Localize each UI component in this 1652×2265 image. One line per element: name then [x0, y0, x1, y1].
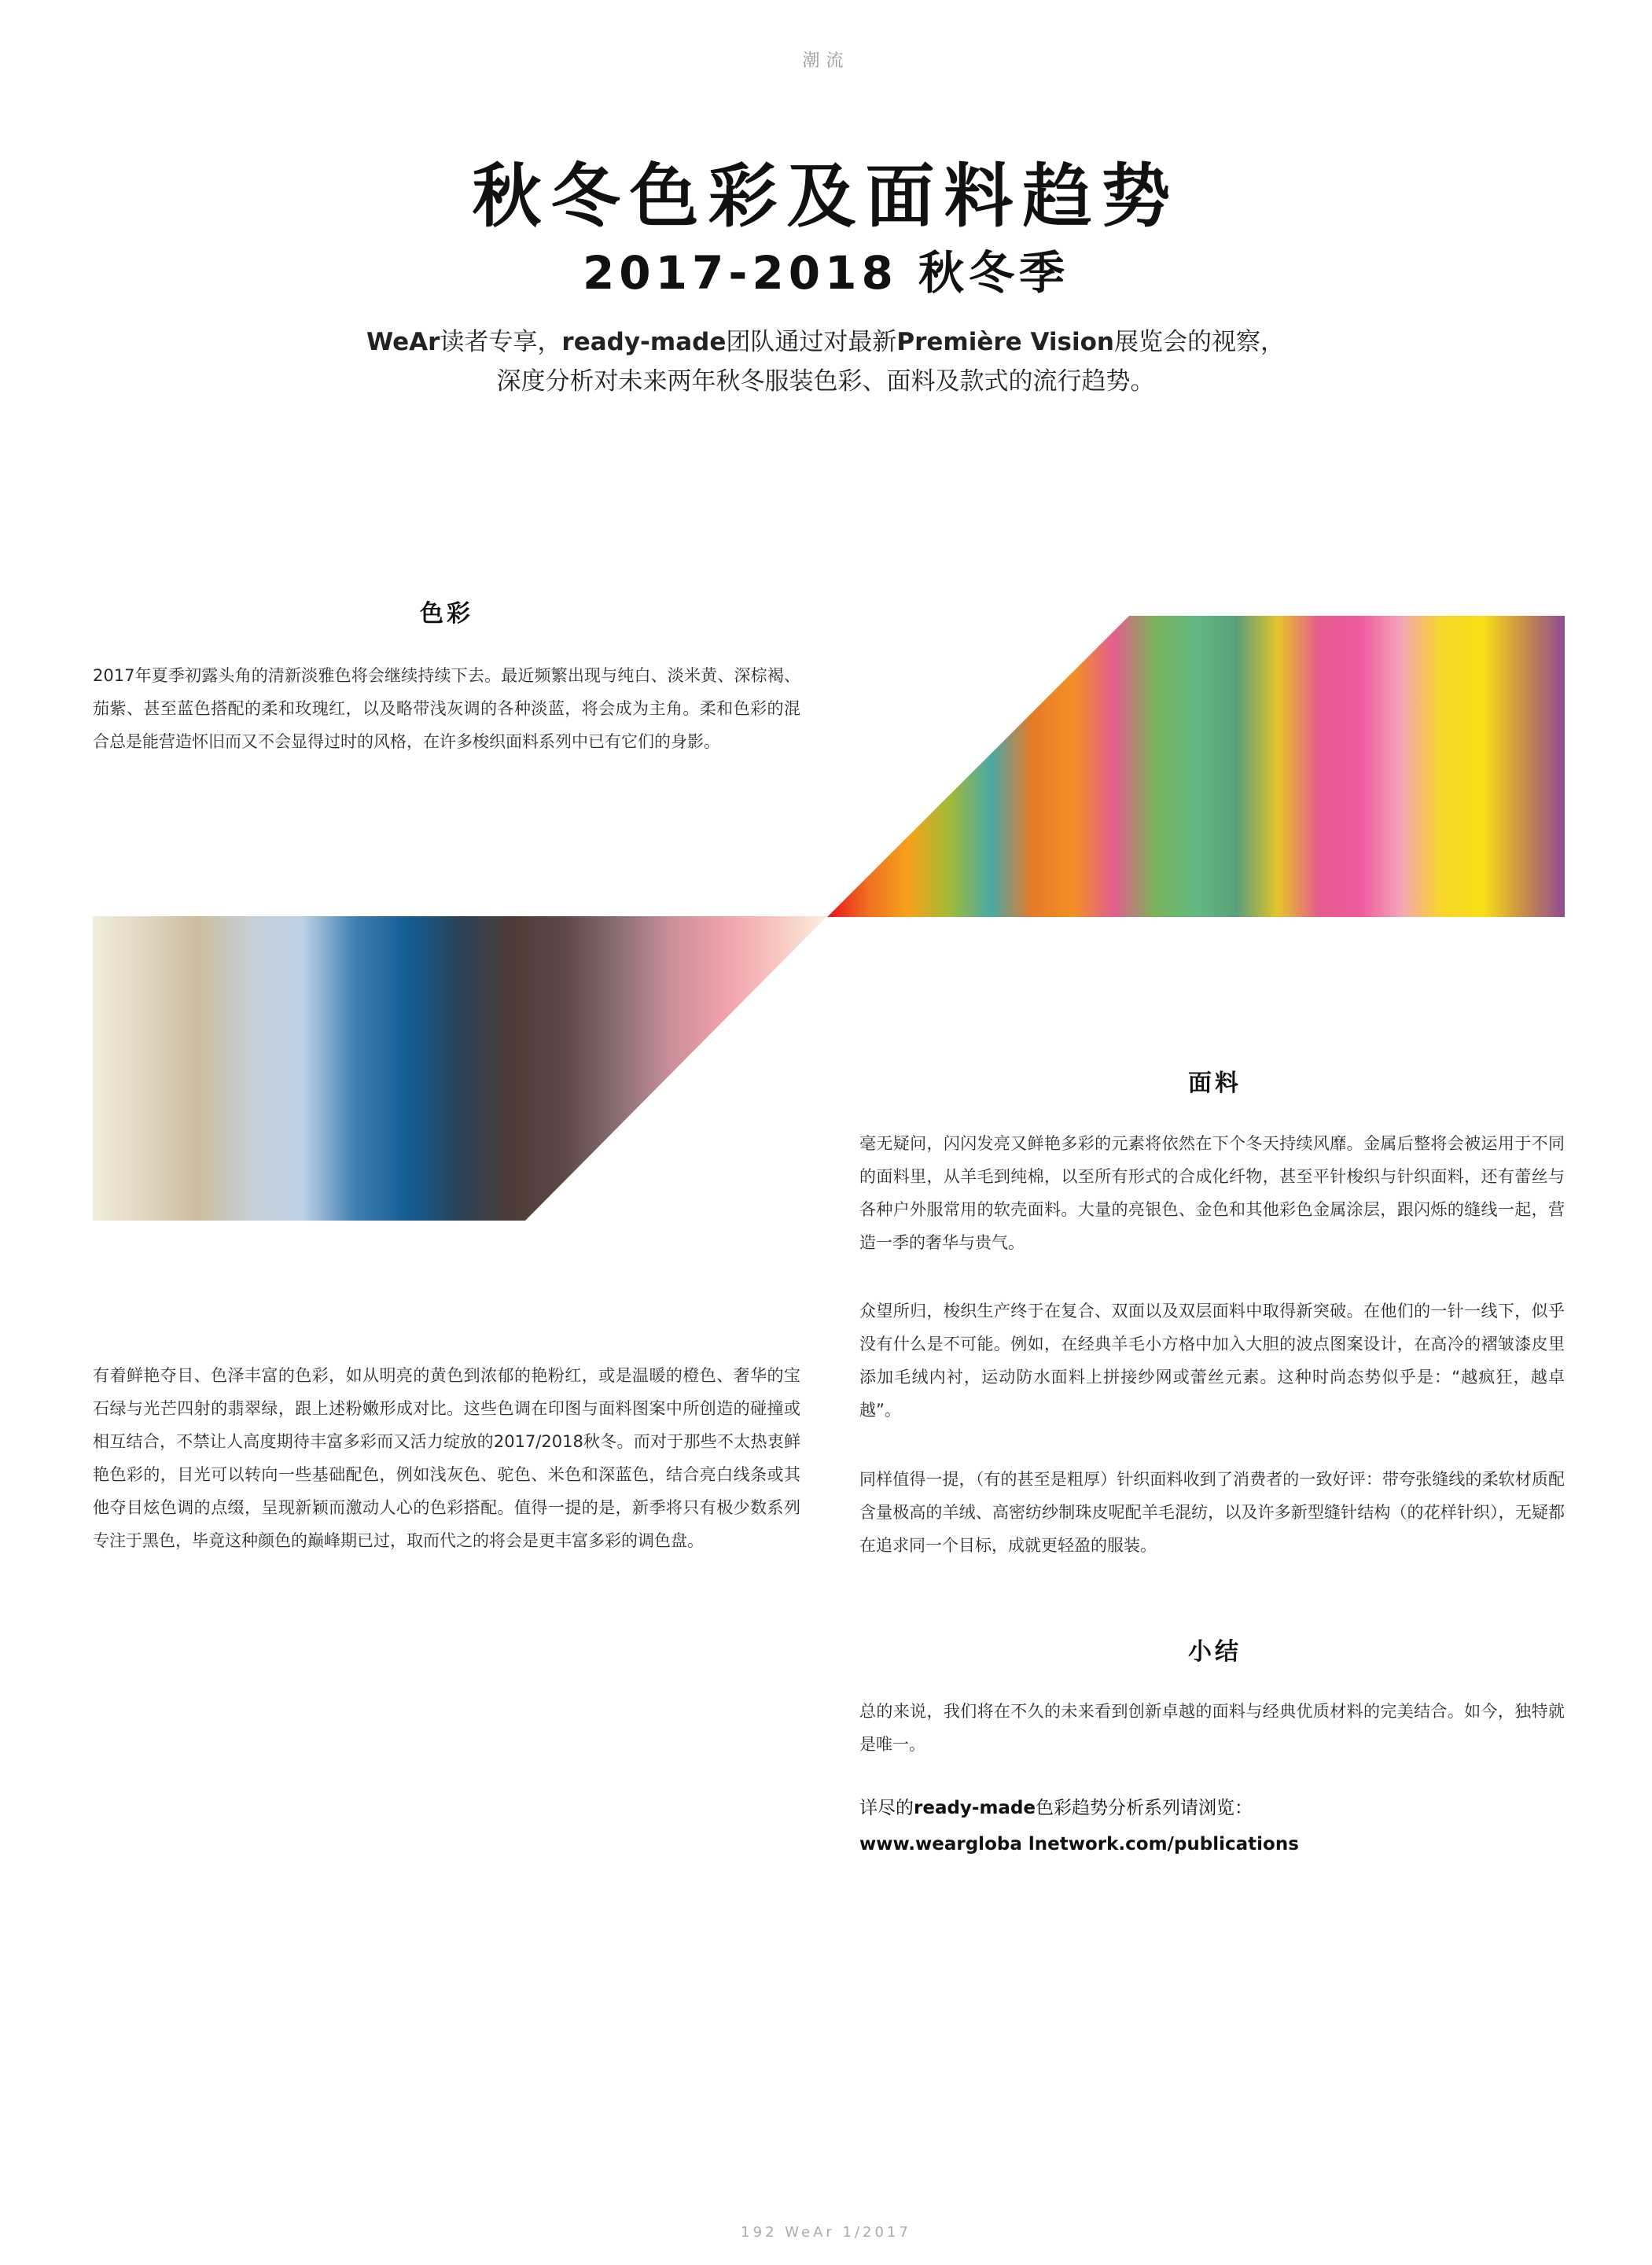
intro-expo: Première Vision [896, 328, 1114, 356]
page-subtitle: 2017-2018 秋冬季 [582, 246, 1070, 300]
color-paragraph-2: 有着鲜艳夺目、色泽丰富的色彩，如从明亮的黄色到浓郁的艳粉红，或是温暖的橙色、奢华的宝石绿与光芒四射的翡翠绿，跟上述粉嫩形成对比。这些色调在印图与面料图案中所创造的碰撞或相互结合，不禁让人高度期待丰富多彩而又活力绽放的2017/2018秋冬。而对于那些不太热衷鲜艳色彩的，目光可以转向一些基础配色，例如浅灰色、驼色、米色和深蓝色，结合亮白线条或其他夺目炫色调的点缀，呈现新颖而激动人心的色彩搭配。值得一提的是，新季将只有极少数系列专注于黑色，毕竟这种颜色的巅峰期已过，取而代之的将会是更丰富多彩的调色盘。 [93, 1366, 800, 1550]
section-tag: 潮流 [802, 51, 850, 71]
page-footer: 192 WeAr 1/2017 [741, 2224, 911, 2241]
intro-brand: WeAr [366, 328, 440, 356]
intro-text [236, 322, 1415, 401]
color-heading: 色彩 [420, 600, 473, 628]
summary-heading: 小结 [1188, 1638, 1242, 1666]
more-info-suffix: 色彩趋势分析系列请浏览： [1036, 1798, 1253, 1818]
fabric-heading: 面料 [1188, 1070, 1242, 1097]
color-paragraph-1: 2017年夏季初露头角的清新淡雅色将会继续持续下去。最近频繁出现与纯白、淡米黄、深棕褐、茄紫、甚至蓝色搭配的柔和玫瑰红，以及略带浅灰调的各种淡蓝，将会成为主角。柔和色彩的混合总是能营造怀旧而又不会显得过时的风格，在许多梭织面料系列中已有它们的身影。 [93, 666, 800, 751]
fabric-paragraph-1: 毫无疑问，闪闪发亮又鲜艳多彩的元素将依然在下个冬天持续风靡。金属后整将会被运用于不同的面料里，从羊毛到纯棉，以至所有形式的合成化纤物，甚至平针梭织与针织面料，还有蕾丝与各种户外服常用的软壳面料。大量的亮银色、金色和其他彩色金属涂层，跟闪烁的缝线一起，营造一季的奢华与贵气。 [859, 1134, 1565, 1252]
intro-part-3: 展览会的视察， [1113, 328, 1285, 356]
publications-link[interactable]: www.weargloba lnetwork.com/publications [859, 1834, 1299, 1854]
intro-team: ready-made [561, 328, 727, 356]
fabric-paragraph-3: 同样值得一提，（有的甚至是粗厚）针织面料收到了消费者的一致好评：带夸张缝线的柔软材质配含量极高的羊绒、高密纺纱制珠皮呢配羊毛混纺，以及许多新型缝针结构（的花样针织），无疑都在追求同一个目标，成就更轻盈的服装。 [859, 1470, 1565, 1555]
more-info-line [859, 1790, 1565, 1826]
more-info-brand: ready-made [914, 1798, 1036, 1818]
fabric-paragraph-2: 众望所归，梭织生产终于在复合、双面以及双层面料中取得新突破。在他们的一针一线下，似乎没有什么是不可能。例如，在经典羊毛小方格中加入大胆的波点图案设计，在高冷的褶皱漆皮里添加毛绒内衬，运动防水面料上拼接纱网或蕾丝元素。这种时尚态势似乎是：“越疯狂，越卓越”。 [859, 1302, 1565, 1420]
intro-line-1 [236, 322, 1415, 362]
page-title: 秋冬色彩及面料趋势 [472, 156, 1180, 237]
intro-part-2: 团队通过对最新 [726, 328, 897, 356]
summary-paragraph: 总的来说，我们将在不久的未来看到创新卓越的面料与经典优质材料的完美结合。如今，独特就是唯一。 [859, 1702, 1565, 1754]
pastel-color-band [93, 916, 827, 1221]
intro-line-2: 深度分析对未来两年秋冬服装色彩、面料及款式的流行趋势。 [496, 367, 1155, 396]
more-info-prefix: 详尽的 [859, 1798, 914, 1818]
intro-part-1: 读者专享， [440, 328, 562, 356]
vivid-color-band [827, 616, 1565, 917]
